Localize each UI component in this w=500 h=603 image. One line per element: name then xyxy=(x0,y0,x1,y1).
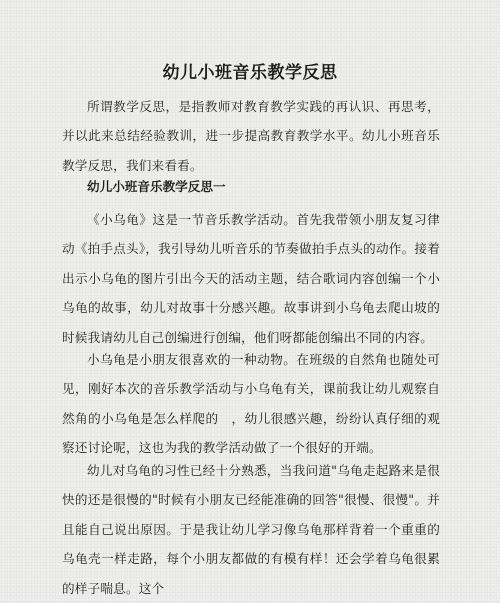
document-title: 幼儿小班音乐教学反思 xyxy=(162,63,338,83)
section-heading: 幼儿小班音乐教学反思一 xyxy=(87,179,226,194)
intro-paragraph: 所谓教学反思，是指教师对教育教学实践的再认识、再思考，并以此来总结经验教训，进一步提高教育教学水平。幼儿小班音乐教学反思，我们来看看。 xyxy=(62,99,440,173)
body-paragraph: 小乌龟是小朋友很喜欢的一种动物。在班级的自然角也随处可见，刚好本次的音乐教学活动与小乌龟有关，课前我让幼儿观察自然角的小乌龟是怎么样爬的 ，幼儿很感兴趣，纷纷认真仔细的观察还讨论呢，这也为我的教学活动做了一个很好的开端。 xyxy=(62,352,440,456)
body-paragraph: 幼儿对乌龟的习性已经十分熟悉，当我问道"乌龟走起路来是很快的还是很慢的"时候有小朋友已经能准确的回答"很慢、很慢"。并且能自己说出原因。于是我让幼儿学习像乌龟那样背着一个重重的乌龟壳一样走路，每个小朋友都做的有模有样！还会学着乌龟很累的样子喘息。这个 xyxy=(62,463,440,596)
body-paragraph: 《小乌龟》这是一节音乐教学活动。首先我带领小朋友复习律动《拍手点头》，我引导幼儿听音乐的节奏做拍手点头的动作。接着出示小乌龟的图片引出今天的活动主题，结合歌词内容创编一个小乌龟的故事，幼儿对故事十分感兴趣。故事讲到小乌龟去爬山坡的时候我请幼儿自己创编进行创编，他们呀都能创编出不同的内容。 xyxy=(62,212,440,345)
